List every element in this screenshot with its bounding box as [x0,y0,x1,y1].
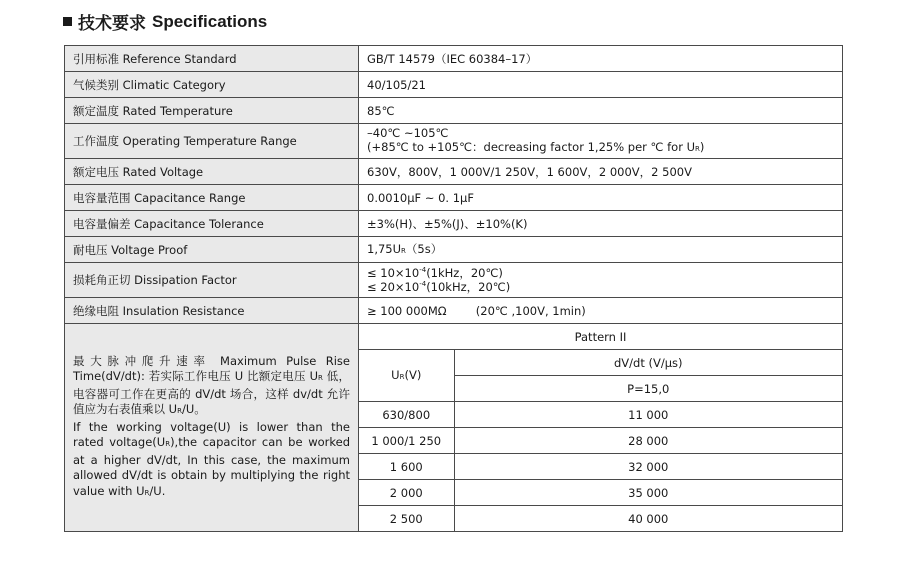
spec-label: 工作温度 Operating Temperature Range [65,124,359,159]
spec-value [359,124,843,159]
df-line-1 [367,266,834,280]
title-en: Specifications [152,11,268,31]
exponent: -4 [419,266,427,275]
pattern-header: Pattern II [359,324,842,350]
dvdt-cell: 40 000 [454,506,842,532]
text: (V) [404,367,422,382]
spec-value: ≥ 100 000MΩ (20℃ ,100V, 1min) [359,298,843,324]
p-header: P=15,0 [454,376,842,402]
pattern-header-row [359,324,842,350]
voltage-proof-duration: （5s） [405,241,443,256]
derating-text: (+85℃ to +105℃：decreasing factor 1,25% per ℃ for U [367,140,696,154]
subscript: R [177,407,182,416]
spec-row [65,124,843,159]
spec-value: 85℃ [359,98,843,124]
dvdt-cell: 28 000 [454,428,842,454]
table-row [359,480,842,506]
text: 最大脉冲爬升速率 Maximum Pulse Rise Time(dV/dt): 若实际工作电压 U 比额定电压 U [73,353,350,384]
spec-row [65,72,843,98]
spec-value: 40/105/21 [359,72,843,98]
spec-row [65,263,843,298]
ur-cell: 1 600 [359,454,454,480]
text: ),the capacitor can be worked at a higher dV/dt, In this case, the maximum allowed dV/dt is obtain by multiplying the right value with U [73,435,350,498]
spec-label: 电容量范围 Capacitance Range [65,185,359,211]
pulse-description [65,324,359,532]
ur-cell: 630/800 [359,402,454,428]
spec-value [359,263,843,298]
spec-value [359,237,843,263]
spec-label: 引用标准 Reference Standard [65,46,359,72]
table-row [359,428,842,454]
exponent: -4 [419,280,427,289]
subscript: R [318,374,323,383]
text: /U。 [181,402,206,417]
spec-row [65,98,843,124]
spec-label: 耐电压 Voltage Proof [65,237,359,263]
voltage-proof-value: 1,75U [367,241,402,256]
text: If the working voltage(U) is lower than the rated voltage(U [73,419,350,450]
ur-cell: 2 000 [359,480,454,506]
pulse-text-en [73,420,350,502]
table-row [359,454,842,480]
df-condition: (1kHz，20℃) [426,266,503,280]
title-zh: 技术要求 [78,14,146,34]
df-value: ≤ 10×10 [367,266,420,280]
table-row [359,402,842,428]
subscript: R [695,145,700,153]
spec-row [65,46,843,72]
spec-label: 绝缘电阻 Insulation Resistance [65,298,359,324]
dvdt-cell: 11 000 [454,402,842,428]
ur-cell: 1 000/1 250 [359,428,454,454]
subscript: R [165,440,171,449]
ur-header [359,350,454,402]
spec-value: ±3%(H)、±5%(J)、±10%(K) [359,211,843,237]
temp-range: –40℃ ~105℃ [367,126,449,140]
pulse-rise-table [359,324,842,531]
bullet-square-icon [63,17,72,26]
text: /U. [149,483,166,498]
table-row [359,506,842,532]
spec-value: 630V，800V，1 000V/1 250V，1 600V，2 000V，2 500V [359,159,843,185]
df-value: ≤ 20×10 [367,280,420,294]
spec-label: 额定电压 Rated Voltage [65,159,359,185]
spec-label: 损耗角正切 Dissipation Factor [65,263,359,298]
df-line-2 [367,280,834,294]
spec-row [65,211,843,237]
pulse-table-cell [359,324,843,532]
subscript: R [399,372,405,381]
dvdt-cell: 32 000 [454,454,842,480]
spec-label: 气候类别 Climatic Category [65,72,359,98]
subscript: R [144,488,150,497]
ur-header-row [359,350,842,376]
spec-row [65,298,843,324]
derating-close: ) [699,140,705,154]
pulse-text-zh [73,354,350,420]
df-condition: (10kHz，20℃) [426,280,511,294]
ur-cell: 2 500 [359,506,454,532]
spec-label: 电容量偏差 Capacitance Tolerance [65,211,359,237]
spec-row [65,237,843,263]
spec-label: 额定温度 Rated Temperature [65,98,359,124]
spec-value: GB/T 14579（IEC 60384–17） [359,46,843,72]
spec-row [65,159,843,185]
specifications-table [64,45,843,532]
spec-row [65,185,843,211]
spec-value: 0.0010μF ~ 0. 1μF [359,185,843,211]
pulse-row [65,324,843,532]
section-title [63,9,267,34]
text: 低，电容器可工作在更高的 dV/dt 场合，这样 dv/dt 允许值应为右表值乘以 U [73,369,351,417]
text: U [391,367,400,382]
dvdt-cell: 35 000 [454,480,842,506]
subscript: R [401,246,406,255]
temp-derating [367,140,834,156]
dvdt-header: dV/dt (V/μs) [454,350,842,376]
